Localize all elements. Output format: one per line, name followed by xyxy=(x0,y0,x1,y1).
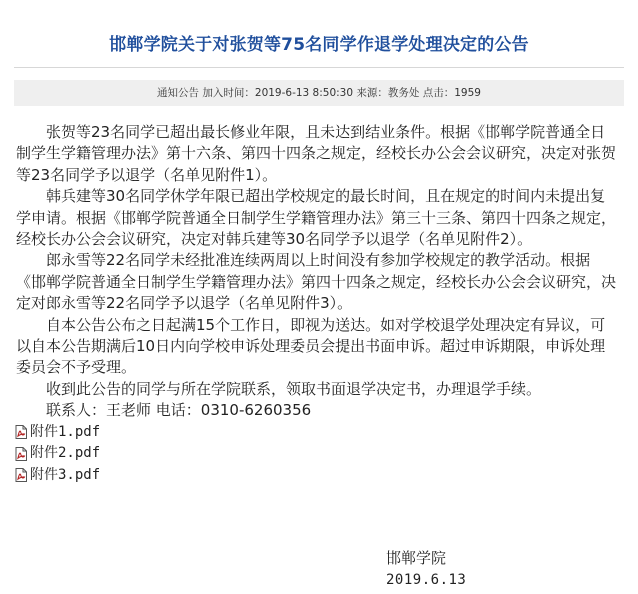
paragraph-2: 韩兵建等30名同学休学年限已超出学校规定的最长时间，且在规定的时间内未提出复学申请。根据《邯郸学院普通全日制学生学籍管理办法》第三十三条、第四十四条之规定，经校长办公会会议研究，决定对韩兵建等30名同学予以退学（名单见附件2）。 xyxy=(16,187,617,249)
contact-info: 联系人：王老师 电话：0310-6260356 xyxy=(46,401,312,420)
attachment-link-3[interactable] xyxy=(15,465,619,487)
attachment-link-1[interactable] xyxy=(15,422,619,444)
signature-org: 邯郸学院 xyxy=(386,549,447,567)
pdf-icon xyxy=(15,468,27,482)
signature-date: 2019.6.13 xyxy=(386,572,467,588)
article-meta-bar: 通知公告 加入时间：2019-6-13 8:50:30 来源：教务处 点击：1959 xyxy=(14,80,624,106)
pdf-icon xyxy=(15,425,27,439)
paragraph-3: 郎永雪等22名同学未经批准连续两周以上时间没有参加学校规定的教学活动。根据《邯郸学院普通全日制学生学籍管理办法》第四十四条之规定，经校长办公会会议研究，决定对郎永雪等22名同学予以退学（名单见附件3）。 xyxy=(16,251,617,313)
pdf-icon xyxy=(15,447,27,461)
attachment-label-1[interactable]: 附件1.pdf xyxy=(30,423,101,440)
signature-block xyxy=(386,547,466,591)
article-body xyxy=(16,122,619,486)
title-divider xyxy=(14,67,624,68)
paragraph-1: 张贺等23名同学已超出最长修业年限，且未达到结业条件。根据《邯郸学院普通全日制学生学籍管理办法》第十六条、第四十四条之规定，经校长办公会会议研究，决定对张贺等23名同学予以退学（名单见附件1）。 xyxy=(16,123,617,184)
attachment-link-2[interactable] xyxy=(15,443,619,465)
attachment-label-2[interactable]: 附件2.pdf xyxy=(30,445,101,462)
paragraph-5: 收到此公告的同学与所在学院联系，领取书面退学决定书，办理退学手续。 xyxy=(46,379,542,398)
attachment-label-3[interactable]: 附件3.pdf xyxy=(30,466,101,483)
page-title: 邯郸学院关于对张贺等75名同学作退学处理决定的公告 xyxy=(109,35,529,55)
paragraph-4: 自本公告公布之日起满15个工作日，即视为送达。如对学校退学处理决定有异议，可以自本公告期满后10日内向学校申诉处理委员会提出书面申诉。超过申诉期限，申诉处理委员会不予受理。 xyxy=(16,315,606,377)
